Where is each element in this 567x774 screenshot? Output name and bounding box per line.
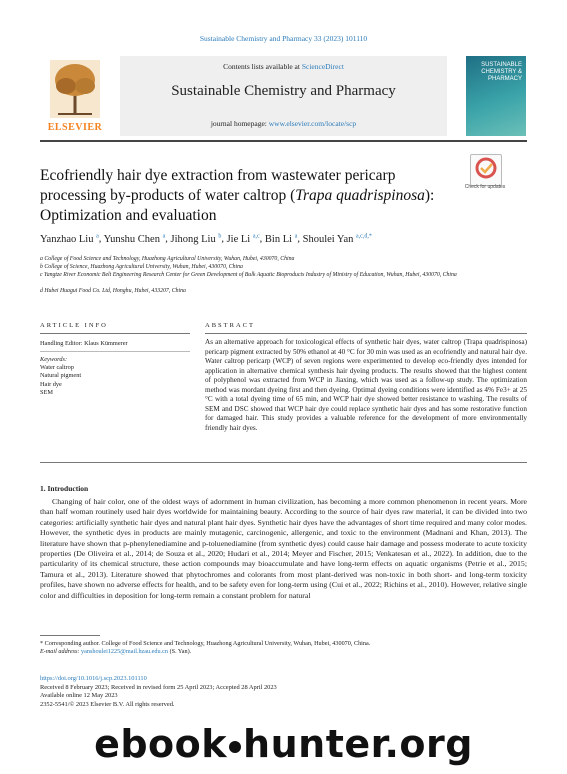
author[interactable]: Yunshu Chen $^a$ bbox=[103, 233, 166, 245]
contents-line bbox=[120, 62, 447, 71]
abstract-rule bbox=[205, 333, 527, 334]
watermark-left: ebook bbox=[94, 722, 228, 766]
doi-link[interactable]: https://doi.org/10.1016/j.scp.2023.101110 bbox=[40, 675, 147, 682]
keyword: SEM bbox=[40, 388, 53, 396]
header-rule bbox=[40, 140, 527, 142]
article-info-heading: ARTICLE INFO bbox=[40, 322, 108, 329]
keywords-label: Keywords: bbox=[40, 356, 68, 363]
watermark bbox=[0, 722, 567, 766]
check-for-updates-button[interactable] bbox=[470, 154, 502, 186]
corresponding-author-note: * Corresponding author. College of Food Science and Technology, Huazhong Agricultural University, Wuhan, Hubei, 430070, China. bbox=[40, 640, 371, 647]
homepage-link[interactable]: www.elsevier.com/locate/scp bbox=[268, 119, 357, 128]
contents-prefix: Contents lists available at bbox=[223, 62, 302, 71]
author[interactable]: Yanzhao Liu $^a$ bbox=[40, 233, 99, 245]
keyword: Hair dye bbox=[40, 380, 62, 388]
email-label: E-mail address: bbox=[40, 648, 82, 656]
homepage-line bbox=[120, 119, 447, 128]
affiliation-c: c Yangtze River Economic Belt Engineering Research Center for Green Development of Bulk Aquatic Bioproducts Industry of Ministry of Education, Wuhan, Hubei, 430070, China bbox=[40, 272, 457, 278]
abstract-bottom-rule bbox=[40, 462, 527, 463]
journal-cover-image bbox=[466, 56, 526, 136]
publisher-name: ELSEVIER bbox=[47, 122, 103, 133]
journal-title: Sustainable Chemistry and Pharmacy bbox=[171, 83, 396, 99]
title-species: Trapa quadrispinosa bbox=[295, 187, 425, 204]
keyword: Natural pigment bbox=[40, 372, 82, 380]
received-dates: Received 8 February 2023; Received in revised form 25 April 2023; Accepted 28 April 2023 bbox=[40, 683, 277, 691]
editor-rule bbox=[40, 351, 190, 352]
keywords-block bbox=[40, 356, 190, 397]
title-part2: ): Optimization and evaluation bbox=[40, 187, 435, 224]
article-meta bbox=[40, 675, 527, 709]
abstract-heading: ABSTRACT bbox=[205, 322, 255, 329]
check-updates-icon bbox=[471, 155, 501, 185]
title-part1: Ecofriendly hair dye extraction from wastewater pericarp processing by-products of water caltrop ( bbox=[40, 167, 396, 204]
author[interactable]: Shoulei Yan $^{a,c,d,*}$ bbox=[302, 233, 372, 245]
copyright: 2352-5541/© 2023 Elsevier B.V. All rights reserved. bbox=[40, 700, 175, 708]
keyword: Water caltrop bbox=[40, 364, 74, 372]
check-for-updates-label: Check for updates bbox=[464, 184, 506, 190]
affiliation-b: b College of Science, Huazhong Agricultural University, Wuhan, Hubei, 430070, China bbox=[40, 264, 243, 270]
footnote bbox=[40, 640, 527, 657]
author[interactable]: Jie Li $^{a,c}$ bbox=[226, 233, 260, 245]
watermark-dot bbox=[229, 741, 241, 753]
article-info-rule bbox=[40, 333, 190, 334]
author[interactable]: Jihong Liu $^b$ bbox=[170, 233, 222, 245]
cover-text: SUSTAINABLE CHEMISTRY & PHARMACY bbox=[481, 62, 522, 82]
abstract-text: As an alternative approach for toxicological effects of synthetic hair dyes, water caltrop (Trapa quadrispinosa) pericarp pigment extracted by 50% ethanol at 40 °C for 30 min was used as an ecofriendly and natural hair dye. Water caltrop pericarp (WCP) of seven regions were experimented to develop eco-friendly dyes intended for application in alternative chemical synthesis hair dyeing products. The results showed that the highest content of polyphenol was extracted from WCP in Jiaxing, which was used as a follow-up study. The optimization method was mordant dyeing first and then dyeing. Optimal dyeing conditions were identified as 4% Fe3+ at 25 °C with a total dyeing time of 65 min, and WCP hair dye showed better resistance to washing. The results of SEM and DSC showed that WCP hair dye could replace synthetic hair dyes and has some restorative function for damaged hair. This study provides a valuable reference for the development of more environmentally friendly hair dyes. bbox=[205, 338, 527, 432]
email-suffix: (S. Yan). bbox=[168, 648, 192, 656]
sciencedirect-link[interactable]: ScienceDirect bbox=[301, 62, 344, 71]
introduction-heading: 1. Introduction bbox=[40, 484, 89, 493]
introduction-body: Changing of hair color, one of the oldest ways of adornment in human civilization, has becoming a more common phenomenon in recent years. More than half woman routinely used hair dyes worldwide for maintaining beauty. According to the source of hair dyes raw material, it can be divided into two categories: artificially synthetic hair dyes and natural plant hair dyes. Synthetic hair dyes have the advantages of short time required and many color modes. However, the synthetic dyes in products are mainly mutagenic, carcinogenic, allergenic, and toxic to the environment (Madnani and Khan, 2013). The literature have shown that p-phenylenediamine and p-toluenediamine (from synthetic dyes) could cause hair damage and possess moderate to acute toxicity properties (De Oliveira et al., 2014; de Souza et al., 2020; Hudari et al., 2014; Meyer and Fischer, 2015; Venkatesan et al., 2022). In addition, due to the particularity of its chemical structure, these action compounds may bioaccumulate and have long-term effects on aquatic organisms (Petrie et al., 2015; Tamura et al., 2013). Literature showed that phytochromes and colorants from most plant-derived was non-toxic in both short- and long-term toxicity profiles, have shown no adverse effects for health, and to be safety even for long-term using (Cui et al., 2022; Richins et al., 2010). However, relative single color and difficulties in deposition for long-term remain a constant problem for natural bbox=[40, 497, 527, 600]
article-title bbox=[40, 166, 460, 226]
running-header[interactable]: Sustainable Chemistry and Pharmacy 33 (2023) 101110 bbox=[199, 34, 368, 43]
available-online: Available online 12 May 2023 bbox=[40, 692, 118, 700]
handling-editor: Handling Editor: Klaus Kümmerer bbox=[40, 340, 128, 347]
email-link[interactable]: yanshoulei1225@mail.hzau.edu.cn bbox=[81, 648, 169, 656]
author-list: Yanzhao Liu $^a$, Yunshu Chen $^a$, Jihong Liu $^b$, Jie Li $^{a,c}$, Bin Li $^a$, Shoulei Yan $^{a,c,d,*}$ bbox=[40, 233, 372, 245]
affiliation-d: d Hubei Huagui Food Co. Ltd, Honghu, Hubei, 433207, China bbox=[40, 288, 186, 294]
affiliation-a: a College of Food Science and Technology, Huazhong Agricultural University, Wuhan, Hubei, 430070, China bbox=[40, 256, 295, 262]
watermark-right: hunter.org bbox=[243, 722, 473, 766]
author[interactable]: Bin Li $^a$ bbox=[264, 233, 298, 245]
footnote-rule bbox=[40, 635, 100, 636]
homepage-prefix: journal homepage: bbox=[210, 119, 269, 128]
